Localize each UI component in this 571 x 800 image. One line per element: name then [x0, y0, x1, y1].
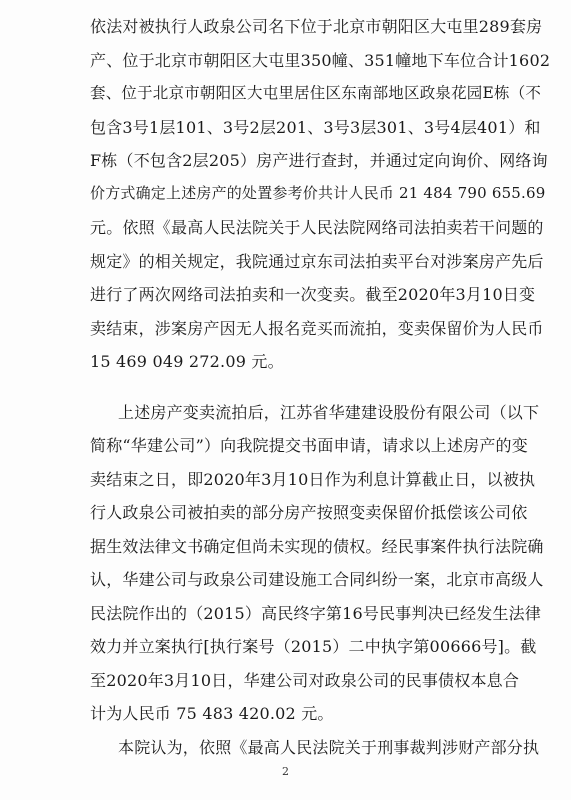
text-line: 15 469 049 272.09 元。 [90, 352, 284, 371]
text-line: 民法院作出的（2015）高民终字第16号民事判决已经发生法律 [90, 604, 542, 623]
text-line: 上述房产变卖流拍后，江苏省华建建设股份有限公司（以下 [118, 403, 540, 422]
text-line: 进行了两次网络司法拍卖和一次变卖。截至2020年3月10日变 [90, 285, 536, 304]
text-line: 至2020年3月10日，华建公司对政泉公司的民事债权本息合 [90, 671, 520, 690]
text-line: F栋（不包含2层205）房产进行查封，并通过定向询价、网络询 [90, 151, 548, 170]
text-line: 效力并立案执行[执行案号（2015）二中执字第00666号]。截 [90, 637, 537, 656]
text-line: 认，华建公司与政泉公司建设施工合同纠纷一案，北京市高级人 [90, 570, 544, 589]
text-line: 卖结束，涉案房产因无人报名竞买而流拍，变卖保留价为人民币 [90, 319, 544, 338]
text-line: 据生效法律文书确定但尚未实现的债权。经民事案件执行法院确 [90, 537, 544, 556]
text-line: 依法对被执行人政泉公司名下位于北京市朝阳区大屯里289套房 [90, 17, 543, 36]
text-line: 套、位于北京市朝阳区大屯里居住区东南部地区政泉花园E栋（不 [90, 84, 542, 102]
text-line: 行人政泉公司被拍卖的部分房产按照变卖保留价抵偿该公司依 [90, 503, 528, 522]
text-line: 规定》的相关规定，我院通过京东司法拍卖平台对涉案房产先后 [90, 252, 544, 271]
text-line: 卖结束之日，即2020年3月10日作为利息计算截止日，以被执 [90, 470, 536, 489]
text-line: 简称“华建公司”）向我院提交书面申请，请求以上述房产的变 [90, 436, 528, 455]
text-line: 计为人民币 75 483 420.02 元。 [90, 704, 334, 723]
text-line: 价方式确定上述房产的处置参考价共计人民币 21 484 790 655.69 [90, 184, 546, 202]
text-line: 包含3号1层101、3号2层201、3号3层301、3号4层401）和 [90, 118, 541, 137]
page-number: 2 [282, 765, 289, 778]
text-line: 元。依照《最高人民法院关于人民法院网络司法拍卖若干问题的 [90, 218, 544, 237]
text-line: 本院认为，依照《最高人民法院关于刑事裁判涉财产部分执 [118, 738, 540, 757]
text-line: 产、位于北京市朝阳区大屯里350幢、351幢地下车位合计1602 [90, 51, 551, 70]
